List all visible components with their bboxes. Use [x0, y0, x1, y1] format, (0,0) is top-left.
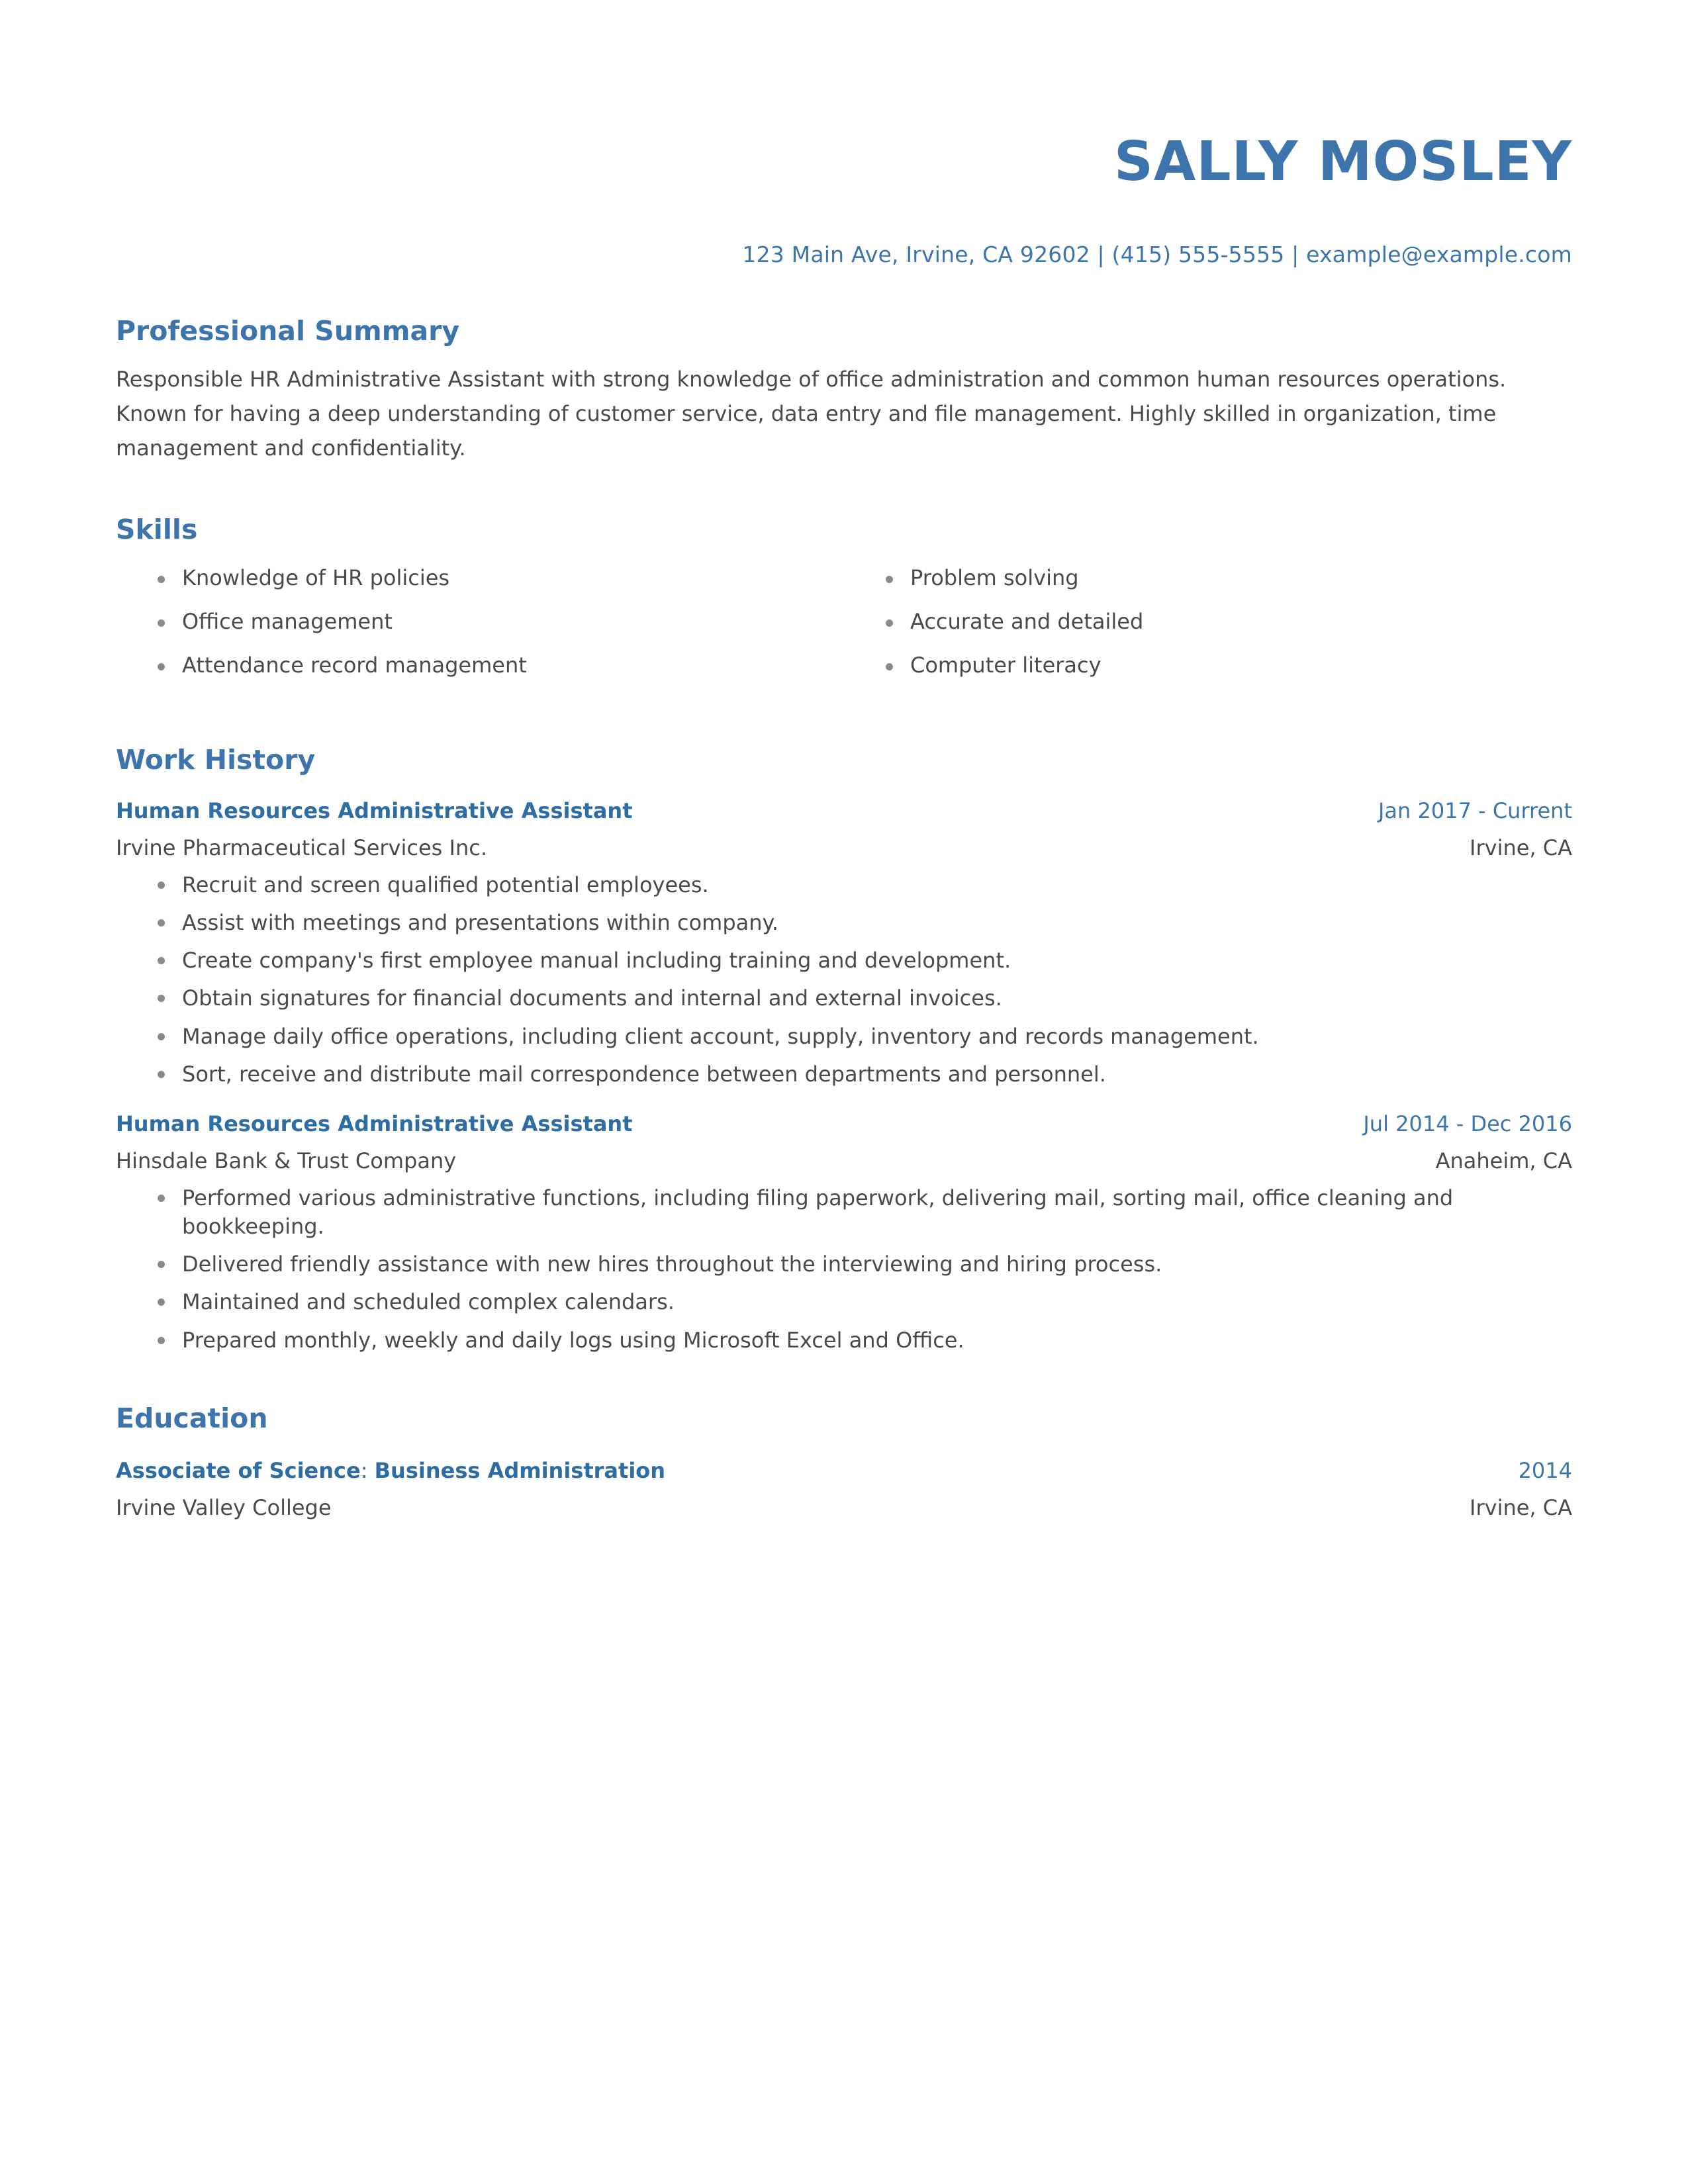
list-item: Computer literacy — [880, 653, 1572, 678]
job-location: Anaheim, CA — [1435, 1148, 1572, 1173]
job-subheader — [116, 1148, 1572, 1173]
education-list — [116, 1458, 1572, 1520]
job-responsibilities — [116, 871, 1572, 1089]
skills-column-right — [844, 565, 1572, 696]
list-item: Sort, receive and distribute mail correspondence between departments and personnel. — [152, 1060, 1572, 1089]
list-item: Maintained and scheduled complex calendars. — [152, 1288, 1572, 1316]
skills-list-right — [880, 565, 1572, 678]
job-dates: Jan 2017 - Current — [1378, 797, 1572, 823]
list-item: Problem solving — [880, 565, 1572, 591]
education-degree-type: Associate of Science — [116, 1457, 361, 1483]
job-title: Human Resources Administrative Assistant — [116, 797, 633, 823]
list-item: Manage daily office operations, including client account, supply, inventory and records management. — [152, 1023, 1572, 1051]
work-history-entry — [116, 798, 1572, 1089]
education-school: Irvine Valley College — [116, 1494, 332, 1520]
job-dates: Jul 2014 - Dec 2016 — [1363, 1111, 1572, 1136]
list-item: Recruit and screen qualified potential employees. — [152, 871, 1572, 899]
job-location: Irvine, CA — [1470, 835, 1572, 860]
education-degree — [116, 1458, 665, 1483]
job-subheader — [116, 835, 1572, 860]
job-responsibilities — [116, 1184, 1572, 1355]
list-item: Attendance record management — [152, 653, 844, 678]
work-history-list — [116, 798, 1572, 1355]
page-title: SALLY MOSLEY — [1113, 130, 1572, 193]
skills-column-left — [116, 565, 844, 696]
list-item: Prepared monthly, weekly and daily logs using Microsoft Excel and Office. — [152, 1326, 1572, 1355]
education-location: Irvine, CA — [1470, 1494, 1572, 1520]
list-item: Knowledge of HR policies — [152, 565, 844, 591]
skills-grid — [116, 565, 1572, 696]
work-history-entry — [116, 1111, 1572, 1355]
education-year: 2014 — [1518, 1457, 1572, 1483]
skills-list-left — [152, 565, 844, 678]
list-item: Assist with meetings and presentations within company. — [152, 909, 1572, 937]
list-item: Office management — [152, 609, 844, 635]
list-item: Create company's first employee manual including training and development. — [152, 946, 1572, 975]
job-header — [116, 798, 1572, 823]
professional-summary-text: Responsible HR Administrative Assistant with strong knowledge of office administration and common human resources operations. Known for having a deep understanding of customer service, data entry and file management. Highly skilled in organization, time management and confidentiality. — [116, 367, 1507, 461]
list-item: Accurate and detailed — [880, 609, 1572, 635]
job-header — [116, 1111, 1572, 1136]
list-item: Delivered friendly assistance with new hires throughout the interviewing and hiring process. — [152, 1250, 1572, 1279]
job-company: Irvine Pharmaceutical Services Inc. — [116, 835, 487, 860]
section-title-professional-summary: Professional Summary — [116, 315, 460, 347]
list-item: Performed various administrative functions, including filing paperwork, delivering mail, sorting mail, office cleaning and bookkeeping. — [152, 1184, 1572, 1241]
list-item: Obtain signatures for financial documents and internal and external invoices. — [152, 984, 1572, 1013]
section-title-skills: Skills — [116, 513, 198, 545]
job-company: Hinsdale Bank & Trust Company — [116, 1148, 457, 1173]
education-subheader — [116, 1495, 1572, 1520]
job-title: Human Resources Administrative Assistant — [116, 1111, 633, 1136]
education-degree-field: Business Administration — [374, 1457, 666, 1483]
section-title-work-history: Work History — [116, 743, 316, 776]
contact-line: 123 Main Ave, Irvine, CA 92602 | (415) 555-5555 | example@example.com — [742, 242, 1572, 268]
education-header — [116, 1458, 1572, 1483]
education-degree-separator: : — [360, 1457, 375, 1483]
section-title-education: Education — [116, 1402, 268, 1434]
